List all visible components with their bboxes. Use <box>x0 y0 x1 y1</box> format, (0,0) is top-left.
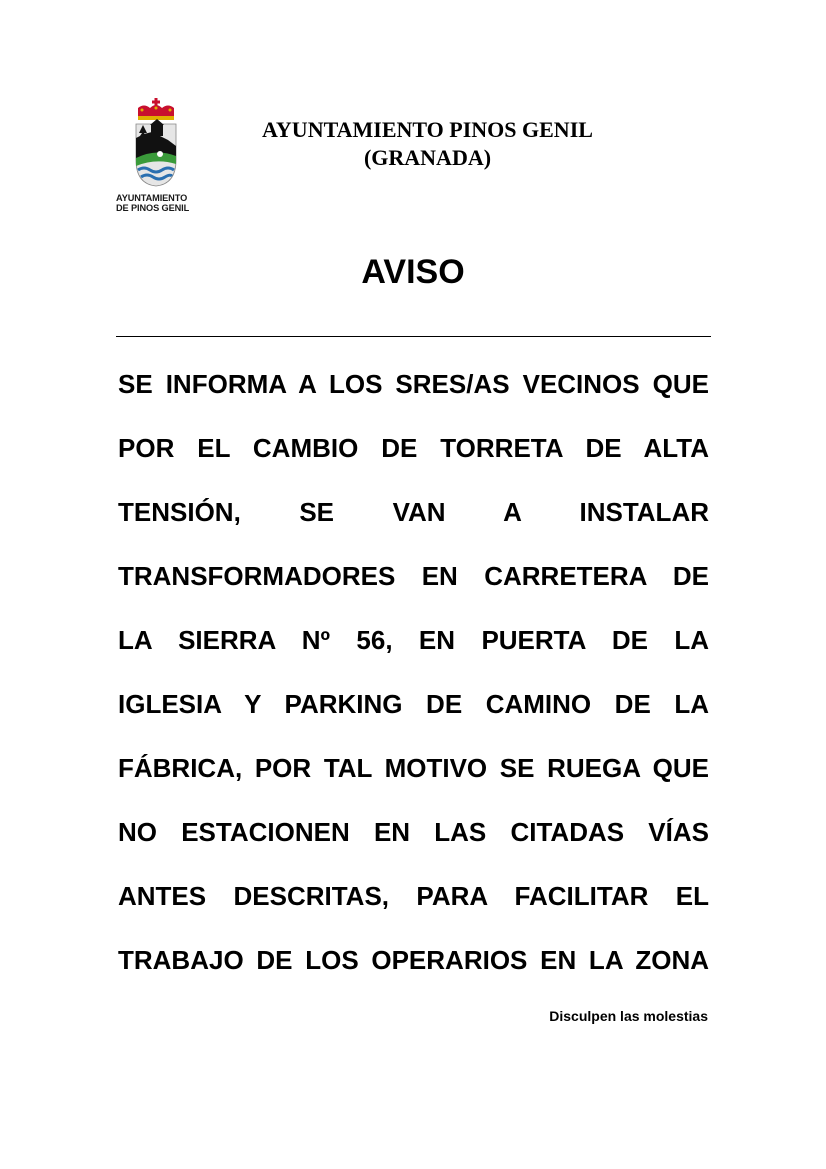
logo-caption-line: DE PINOS GENIL <box>116 203 190 213</box>
organization-location: (GRANADA) <box>363 145 492 170</box>
notice-line: TRABAJO DE LOS OPERARIOS EN LA ZONA <box>118 945 709 975</box>
organization-header <box>200 116 655 172</box>
notice-line: TENSIÓN, SE VAN A INSTALAR <box>118 497 709 527</box>
notice-line: TRANSFORMADORES EN CARRETERA DE <box>118 561 709 591</box>
coat-of-arms-icon <box>130 98 182 188</box>
notice-line: FÁBRICA, POR TAL MOTIVO SE RUEGA QUE <box>118 753 709 783</box>
coat-of-arms-logo <box>116 98 200 218</box>
notice-line: SE INFORMA A LOS SRES/AS VECINOS QUE <box>118 369 709 399</box>
notice-body <box>118 352 709 992</box>
logo-caption-line: AYUNTAMIENTO <box>116 193 188 203</box>
closing-note: Disculpen las molestias <box>549 1008 708 1024</box>
divider <box>116 336 711 337</box>
notice-line: ANTES DESCRITAS, PARA FACILITAR EL <box>118 881 709 911</box>
organization-name: AYUNTAMIENTO PINOS GENIL <box>262 117 593 142</box>
notice-title: AVISO <box>361 253 465 291</box>
notice-line: LA SIERRA Nº 56, EN PUERTA DE LA <box>118 625 709 655</box>
logo-caption <box>116 193 206 213</box>
notice-line: POR EL CAMBIO DE TORRETA DE ALTA <box>118 433 709 463</box>
notice-line: NO ESTACIONEN EN LAS CITADAS VÍAS <box>118 817 709 847</box>
notice-line: IGLESIA Y PARKING DE CAMINO DE LA <box>118 689 709 719</box>
